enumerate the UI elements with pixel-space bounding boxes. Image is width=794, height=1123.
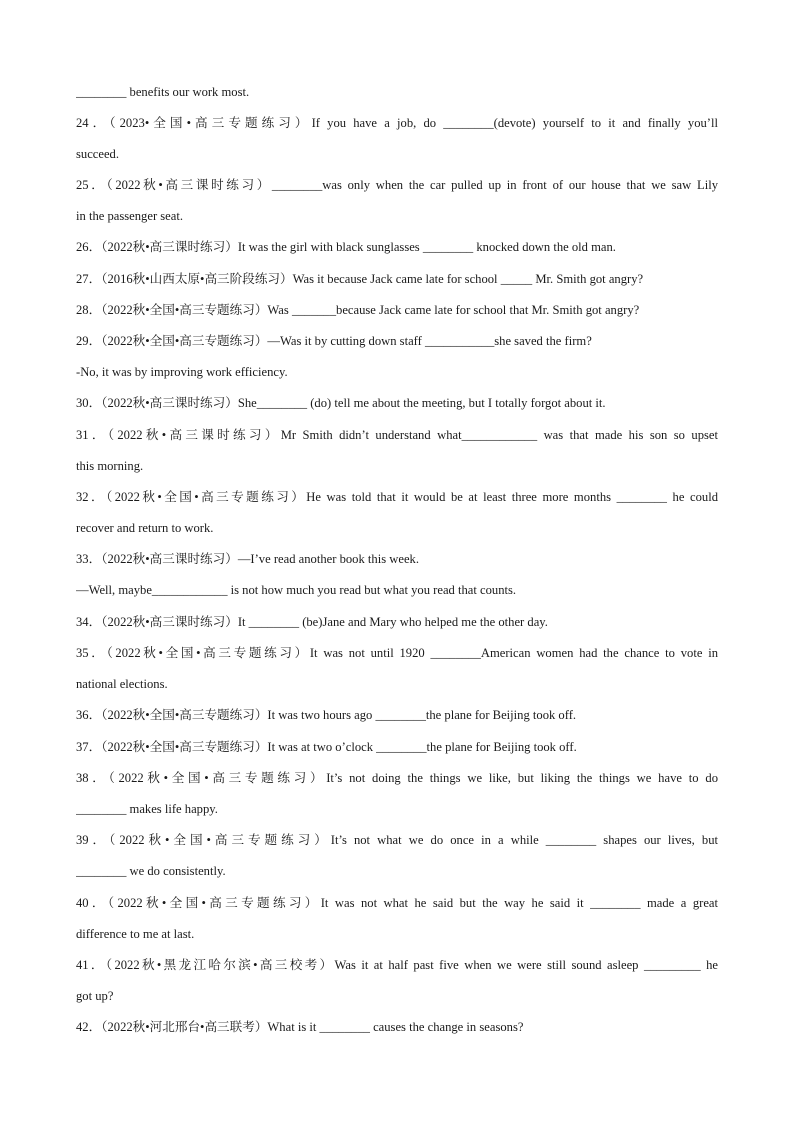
line-q39: 39．（2022秋•全国•高三专题练习）It’s not what we do once in a while ________ shapes our lives, but	[76, 833, 718, 847]
line-q29-answer: -No, it was by improving work efficiency.	[76, 365, 288, 379]
line-q42: 42．（2022秋•河北邢台•高三联考）What is it ________ causes the change in seasons?	[76, 1020, 524, 1034]
line-q23-cont: ________ benefits our work most.	[76, 85, 250, 99]
line-q24: 24．（2023•全国•高三专题练习）If you have a job, do ________(devote) yourself to it and finally you’ll	[76, 116, 718, 130]
line-q24-cont: succeed.	[76, 147, 120, 161]
line-q35: 35．（2022秋•全国•高三专题练习）It was not until 1920 ________American women had the chance to vote in	[76, 646, 718, 660]
line-q39-cont: ________ we do consistently.	[76, 864, 226, 878]
line-q31-cont: this morning.	[76, 459, 144, 473]
line-q40: 40．（2022秋•全国•高三专题练习）It was not what he said but the way he said it ________ made a great	[76, 896, 718, 910]
line-q38: 38．（2022秋•全国•高三专题练习）It’s not doing the things we like, but liking the things we have to do	[76, 771, 718, 785]
line-q28: 28．（2022秋•全国•高三专题练习）Was _______because Jack came late for school that Mr. Smith got angry?	[76, 303, 640, 317]
line-q25-cont: in the passenger seat.	[76, 209, 184, 223]
line-q41-cont: got up?	[76, 989, 114, 1003]
line-q35-cont: national elections.	[76, 677, 168, 691]
line-q31: 31．（2022秋•高三课时练习）Mr Smith didn’t understand what____________ was that made his son so upset	[76, 428, 718, 442]
line-q33: 33．（2022秋•高三课时练习）—I’ve read another book this week.	[76, 552, 419, 566]
line-q26: 26．（2022秋•高三课时练习）It was the girl with black sunglasses ________ knocked down the old man.	[76, 240, 616, 254]
line-q32-cont: recover and return to work.	[76, 521, 214, 535]
line-q29: 29．（2022秋•全国•高三专题练习）—Was it by cutting down staff ___________she saved the firm?	[76, 334, 592, 348]
line-q33-reply: —Well, maybe____________ is not how much you read but what you read that counts.	[76, 583, 517, 597]
line-q30: 30．（2022秋•高三课时练习）She________ (do) tell me about the meeting, but I totally forgot about it.	[76, 396, 606, 410]
line-q41: 41．（2022秋•黑龙江哈尔滨•高三校考）Was it at half past five when we were still sound asleep _________ he	[76, 958, 718, 972]
line-q32: 32．（2022秋•全国•高三专题练习）He was told that it would be at least three more months ________ he could	[76, 490, 718, 504]
line-q36: 36．（2022秋•全国•高三专题练习）It was two hours ago ________the plane for Beijing took off.	[76, 708, 577, 722]
line-q40-cont: difference to me at last.	[76, 927, 195, 941]
line-q37: 37．（2022秋•全国•高三专题练习）It was at two o’clock ________the plane for Beijing took off.	[76, 740, 577, 754]
line-q34: 34．（2022秋•高三课时练习）It ________ (be)Jane and Mary who helped me the other day.	[76, 615, 548, 629]
line-q25: 25．（2022秋•高三课时练习）________was only when the car pulled up in front of our house that we saw Lily	[76, 178, 718, 192]
line-q27: 27．（2016秋•山西太原•高三阶段练习）Was it because Jack came late for school _____ Mr. Smith got angry?	[76, 272, 644, 286]
line-q38-cont: ________ makes life happy.	[76, 802, 218, 816]
